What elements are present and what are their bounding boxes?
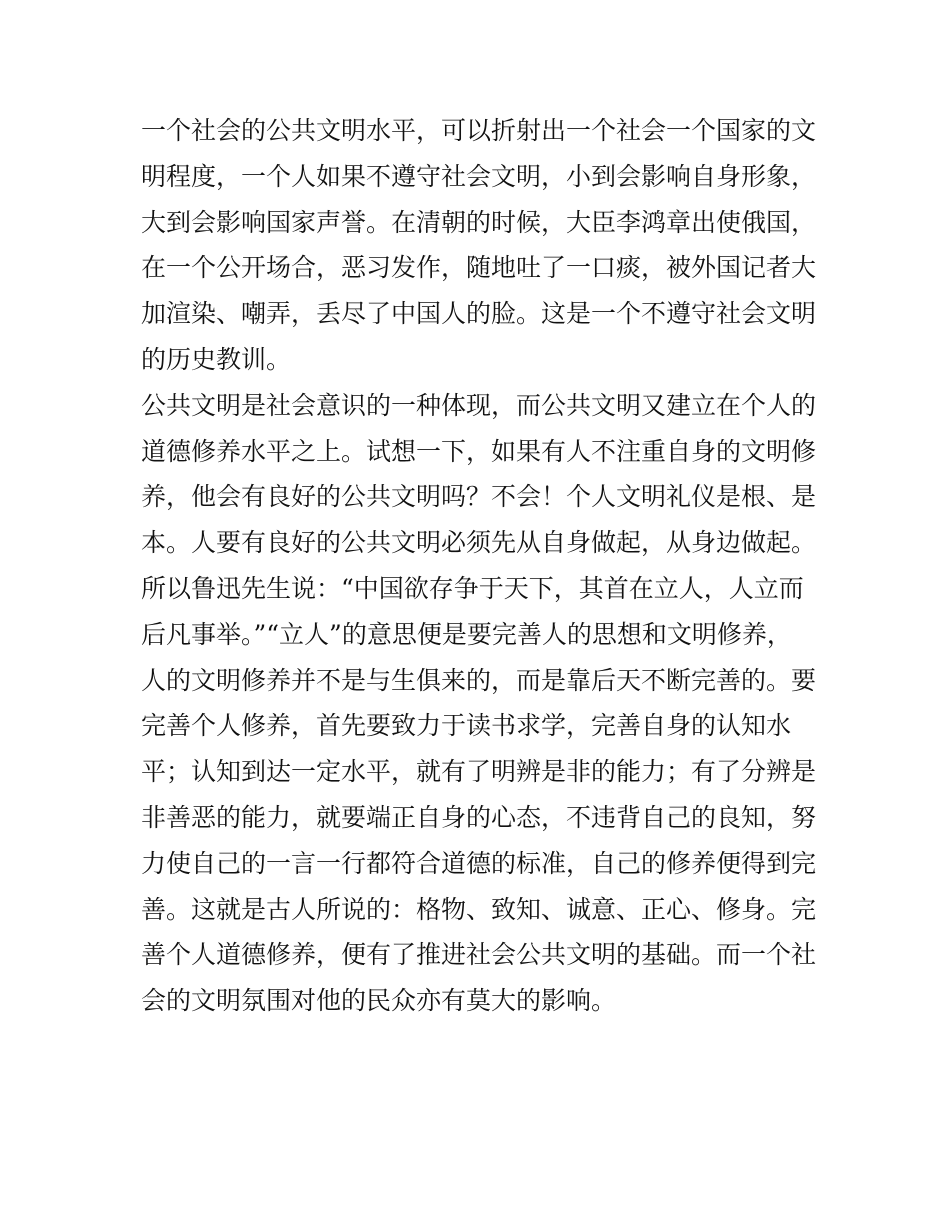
text-line: 后凡事举。”“立人”的意思便是要完善人的思想和文明修养， bbox=[141, 619, 792, 649]
text-line: 善。这就是古人所说的：格物、致知、诚意、正心、修身。完 bbox=[141, 894, 817, 924]
text-line: 在一个公开场合，恶习发作，随地吐了一口痰，被外国记者大 bbox=[141, 253, 817, 283]
text-line: 大到会影响国家声誉。在清朝的时候，大臣李鸿章出使俄国， bbox=[141, 207, 817, 237]
text-line: 完善个人修养，首先要致力于读书求学，完善自身的认知水 bbox=[141, 711, 792, 741]
text-line: 养，他会有良好的公共文明吗？不会！个人文明礼仪是根、是 bbox=[141, 482, 817, 512]
text-line: 道德修养水平之上。试想一下，如果有人不注重自身的文明修 bbox=[141, 436, 817, 466]
text-line: 非善恶的能力，就要端正自身的心态，不违背自己的良知，努 bbox=[141, 802, 817, 832]
text-line: 所以鲁迅先生说：“中国欲存争于天下，其首在立人，人立而 bbox=[141, 573, 804, 603]
text-line: 平；认知到达一定水平，就有了明辨是非的能力；有了分辨是 bbox=[141, 757, 817, 787]
text-line: 明程度，一个人如果不遵守社会文明，小到会影响自身形象， bbox=[141, 161, 817, 191]
text-line: 的历史教训。 bbox=[141, 344, 292, 374]
text-line: 加渲染、嘲弄，丢尽了中国人的脸。这是一个不遵守社会文明 bbox=[141, 299, 817, 329]
text-line: 本。人要有良好的公共文明必须先从自身做起，从身边做起。 bbox=[141, 528, 817, 558]
text-line: 会的文明氛围对他的民众亦有莫大的影响。 bbox=[141, 986, 617, 1016]
document-body bbox=[141, 108, 821, 1024]
text-line: 公共文明是社会意识的一种体现，而公共文明又建立在个人的 bbox=[141, 390, 817, 420]
text-line: 力使自己的一言一行都符合道德的标准，自己的修养便得到完 bbox=[141, 848, 817, 878]
text-line: 一个社会的公共文明水平，可以折射出一个社会一个国家的文 bbox=[141, 116, 817, 145]
text-line: 善个人道德修养，便有了推进社会公共文明的基础。而一个社 bbox=[141, 940, 817, 970]
text-line: 人的文明修养并不是与生俱来的，而是靠后天不断完善的。要 bbox=[141, 665, 817, 695]
